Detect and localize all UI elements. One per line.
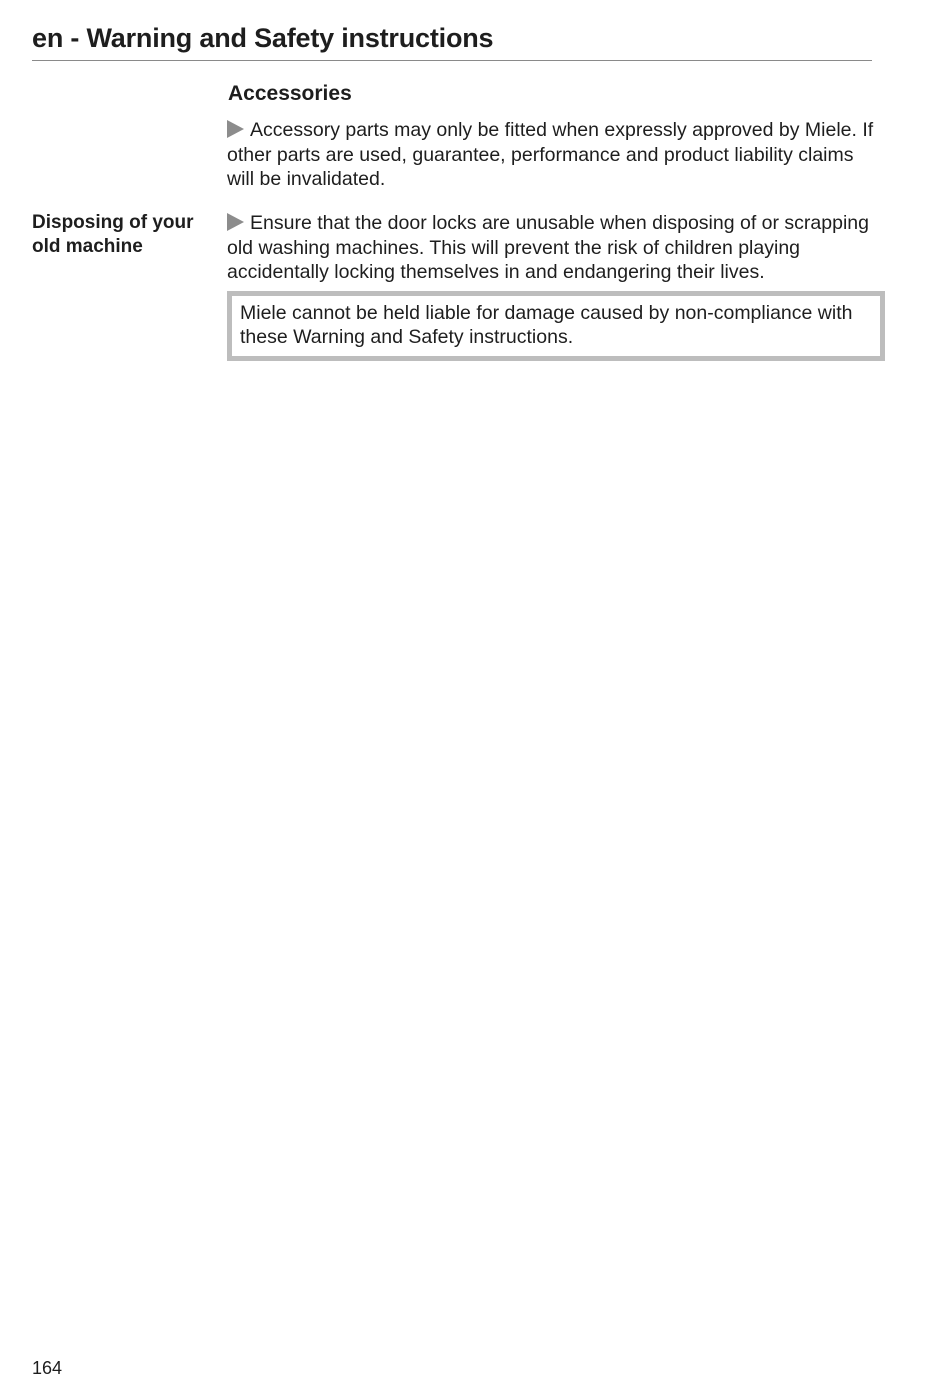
disposal-paragraph: [227, 211, 877, 285]
disposal-label: Disposing of your old machine: [32, 212, 194, 257]
accessories-heading: Accessories: [228, 82, 352, 105]
triangle-right-icon: [227, 213, 244, 231]
triangle-right-icon: [227, 120, 244, 138]
disposal-content: [227, 211, 877, 361]
notice-box: [227, 291, 885, 361]
accessories-text: Accessory parts may only be fitted when expressly approved by Miele. If other parts are used, guarantee, performance and product liability claims will be invalidated.: [227, 119, 874, 190]
page-number: 164: [32, 1358, 63, 1378]
accessories-paragraph: [227, 118, 877, 192]
notice-text: Miele cannot be held liable for damage caused by non-compliance with these Warning and Safety instructions.: [240, 301, 853, 348]
disposal-text: Ensure that the door locks are unusable when disposing of or scrapping old washing machines. This will prevent the risk of children playing accidentally locking themselves in and endangering their lives.: [227, 212, 869, 283]
accessories-content: [227, 80, 877, 192]
page-header: [32, 20, 872, 61]
page-title: en - Warning and Safety instructions: [32, 23, 494, 53]
